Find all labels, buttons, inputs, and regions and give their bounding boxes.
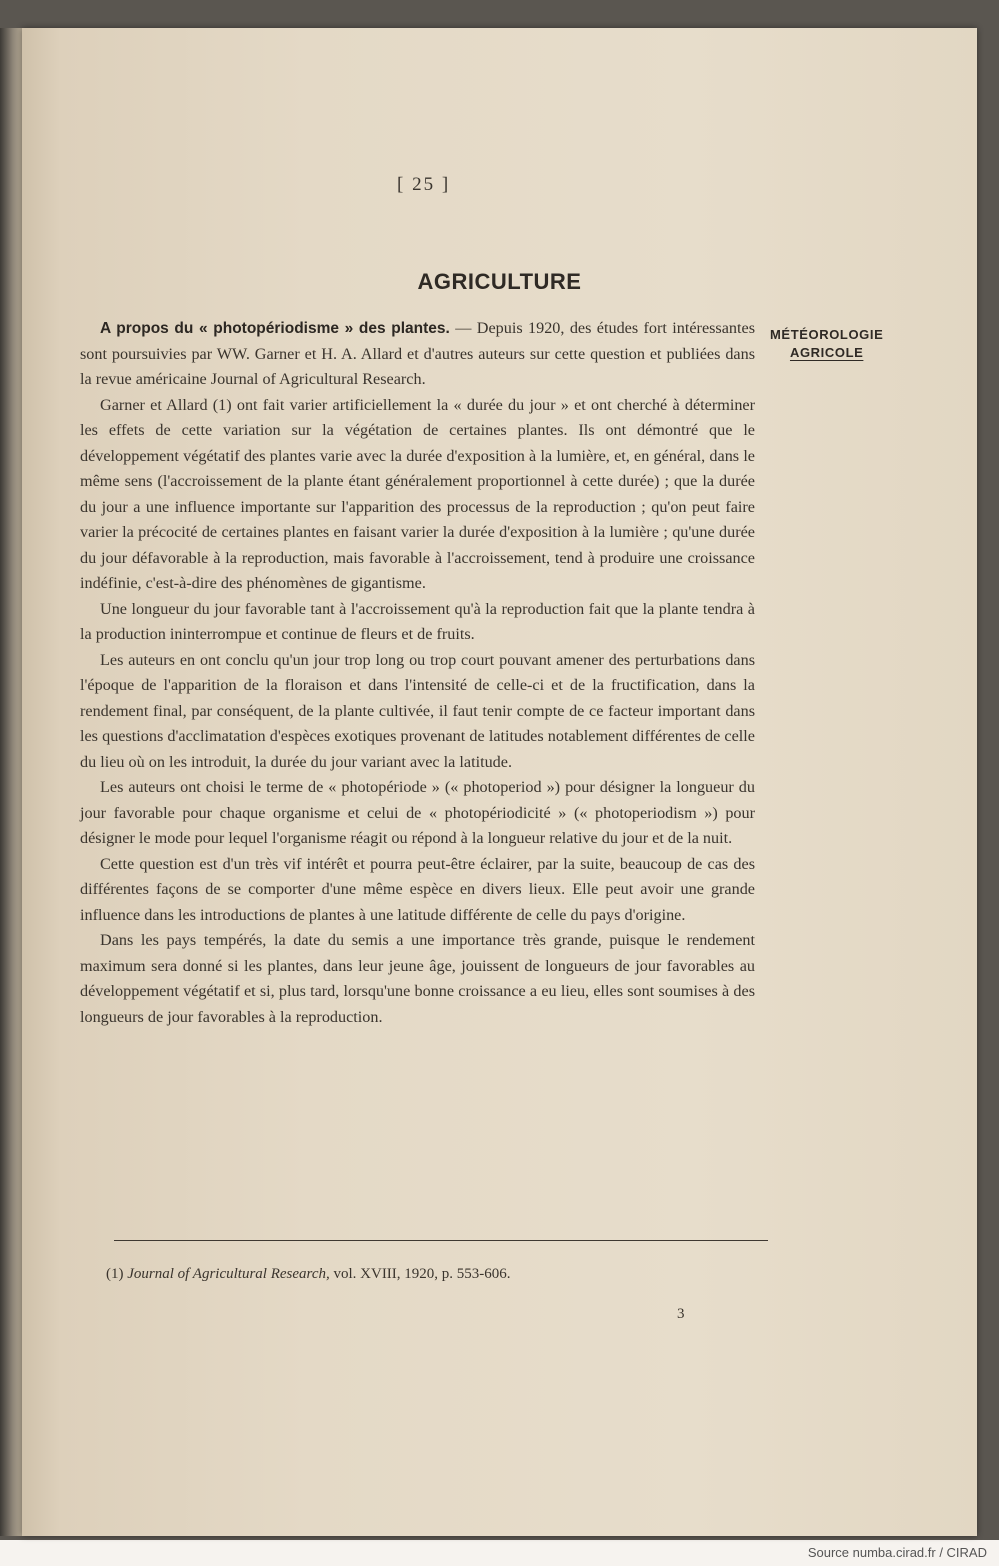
- document-page: [22, 28, 977, 1536]
- paragraph-text: — Depuis 1920, des études fort intéressantes sont poursuivies par WW. Garner et H. A. Allard et d'autres auteurs sur cette question et publiées dans la revue américaine Journal of Agricultural Research.: [80, 319, 755, 388]
- paragraph-text: Cette question est d'un très vif intérêt et pourra peut-être éclairer, par la suite, beaucoup de cas des différentes façons de se comporter d'une même espèce en divers lieux. Elle peut avoir une grande influence dans les introductions de plantes à une latitude différente de celle du pays d'origine.: [80, 854, 755, 924]
- source-credit: Source numba.cirad.fr / CIRAD: [807, 1545, 987, 1560]
- paragraph-3: [80, 597, 755, 648]
- footnote-marker: (1): [106, 1266, 124, 1282]
- paragraph-7: [80, 928, 755, 1030]
- page-number-header: [ 25 ]: [397, 174, 451, 195]
- footnote: [106, 1266, 766, 1283]
- paragraph-text: Les auteurs ont choisi le terme de « photopériode » (« photoperiod ») pour désigner la longueur du jour favorable pour chaque organisme et celui de « photopériodicité » (« photoperiodism ») pour désigner le mode pour lequel l'organisme réagit ou répond à la longueur relative du jour et de la nuit.: [80, 778, 755, 847]
- signature-number: 3: [677, 1306, 685, 1322]
- paragraph-4: [80, 648, 755, 776]
- margin-label-line2: AGRICOLE: [789, 345, 864, 360]
- paragraph-text: Dans les pays tempérés, la date du semis a une importance très grande, puisque le rendement maximum sera donné si les plantes, dans leur jeune âge, jouissent de longueurs de jour favorables au développement végétatif et si, plus tard, lorsqu'une bonne croissance a eu lieu, elles sont soumises à des longueurs de jour favorables à la reproduction.: [80, 931, 755, 1026]
- article-body: [80, 316, 755, 1030]
- margin-label: [770, 326, 883, 362]
- footnote-journal: Journal of Agricultural Research,: [127, 1266, 330, 1282]
- page-edge: [0, 28, 22, 1536]
- paragraph-text: Une longueur du jour favorable tant à l'accroissement qu'à la reproduction fait que la plante tendra à la production ininterrompue et continue de fleurs et de fruits.: [80, 599, 755, 643]
- footnote-divider: [114, 1240, 768, 1241]
- paragraph-6: [80, 852, 755, 929]
- footnote-details: vol. XVIII, 1920, p. 553-606.: [333, 1266, 511, 1282]
- paragraph-1: [80, 316, 755, 393]
- margin-label-line1: MÉTÉOROLOGIE: [770, 327, 884, 342]
- section-title: AGRICULTURE: [417, 269, 582, 294]
- paragraph-lead: A propos du « photopériodisme » des plantes.: [100, 320, 450, 337]
- paragraph-text: Les auteurs en ont conclu qu'un jour trop long ou trop court pouvant amener des perturbations dans l'époque de l'apparition de la floraison et dans l'intensité de celle-ci et de la fructification, dans la rendement final, par conséquent, de la plante cultivée, il faut tenir compte de ce facteur important dans les questions d'acclimatation d'espèces exotiques provenant de latitudes notablement différentes de celle du lieu où on les introduit, la durée du jour variant avec la latitude.: [80, 650, 755, 771]
- paragraph-2: [80, 393, 755, 597]
- paragraph-5: [80, 775, 755, 852]
- paragraph-text: Garner et Allard (1) ont fait varier artificiellement la « durée du jour » et ont cherché à déterminer les effets de cette variation sur la végétation de certaines plantes. Ils ont démontré que le développement végétatif des plantes varie avec la durée d'exposition à la lumière, et, en général, dans le même sens (l'accroissement de la plante étant généralement proportionnel à cette durée) ; que la durée du jour a une influence importante sur l'apparition des processus de la reproduction ; qu'on peut faire varier la précocité de certaines plantes en faisant varier la durée d'exposition à la lumière ; qu'une durée du jour défavorable à la reproduction, mais favorable à l'accroissement, tend à produire une croissance indéfinie, c'est-à-dire des phénomènes de gigantisme.: [80, 395, 755, 592]
